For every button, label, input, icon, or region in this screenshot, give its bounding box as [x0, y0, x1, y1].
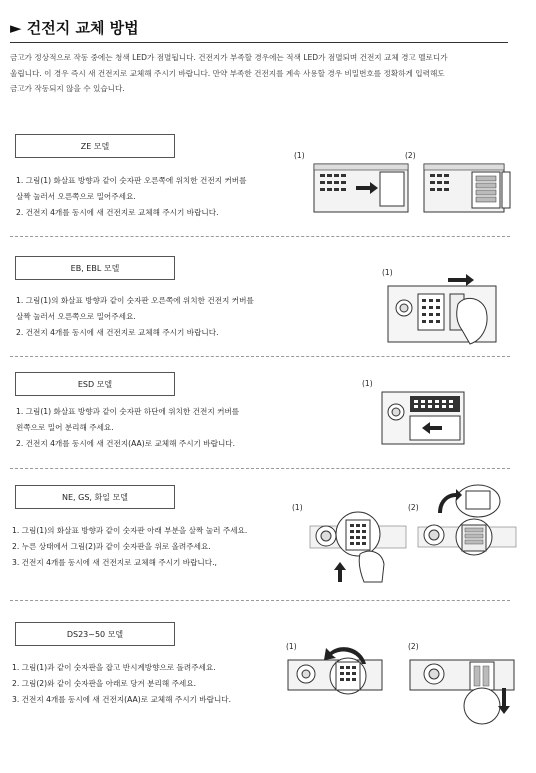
model-heading-esd: ESD 모델 [15, 372, 175, 396]
model-heading-eb: EB, EBL 모델 [15, 256, 175, 280]
figure-label: (2) [405, 151, 416, 160]
section-divider [10, 356, 510, 357]
step-text: 1. 그림(1) 화살표 방향과 같이 숫자판 오른쪽에 위치한 건전지 커버를 [16, 176, 247, 185]
intro-line: 금고가 작동되지 않을 수 있습니다. [10, 84, 125, 93]
title-underline [10, 42, 508, 43]
step-text: 1. 그림(1)의 화살표 방향과 같이 숫자판 아래 부분을 살짝 눌러 주세요. [12, 526, 248, 535]
page-title: ► 건전지 교체 방법 [10, 19, 139, 37]
step-text: 1. 그림(1) 화살표 방향과 같이 숫자판 하단에 위치한 건전지 커버를 [16, 407, 240, 416]
ne-figure-1 [310, 500, 406, 584]
step-text: 2. 그림(2)와 같이 숫자판을 아래로 당겨 분리해 주세요. [12, 679, 197, 688]
figure-label: (1) [362, 379, 373, 388]
section-divider [10, 468, 510, 469]
step-text: 1. 그림(1)의 화살표 방향과 같이 숫자판 오른쪽에 위치한 건전지 커버를 [16, 296, 254, 305]
step-text: 2. 건전지 4개를 동시에 새 건전지로 교체해 주시기 바랍니다. [16, 208, 219, 217]
step-text: 2. 건전지 4개를 동시에 새 건전지(AA)로 교체해 주시기 바랍니다. [16, 439, 236, 448]
model-heading-ne-gs: NE, GS, 화일 모델 [15, 485, 175, 509]
figure-label: (1) [286, 642, 297, 651]
steps-esd [16, 404, 239, 452]
section-divider [10, 600, 510, 601]
eb-figure-1 [386, 270, 510, 350]
steps-ze [16, 173, 246, 221]
ze-figure-1 [312, 160, 412, 218]
step-text: 3. 건전지 4개를 동시에 새 건전지로 교체해 주시기 바랍니다., [12, 558, 217, 567]
step-text: 왼쪽으로 밀어 분리해 주세요. [16, 423, 114, 432]
step-text: 3. 건전지 4개를 동시에 새 건전지(AA)로 교체해 주시기 바랍니다. [12, 695, 232, 704]
figure-label: (1) [292, 503, 303, 512]
figure-label: (1) [294, 151, 305, 160]
step-text: 2. 건전지 4개를 동시에 새 건전지로 교체해 주시기 바랍니다. [16, 328, 219, 337]
step-text: 2. 누른 상태에서 그림(2)과 같이 숫자판을 위로 올려주세요. [12, 542, 211, 551]
model-heading-ds: DS23~50 모델 [15, 622, 175, 646]
ds-figure-1 [286, 640, 384, 706]
steps-ne-gs [12, 523, 247, 571]
section-divider [10, 236, 510, 237]
ds-figure-2 [410, 650, 514, 726]
intro-line: 금고가 정상적으로 작동 중에는 청색 LED가 점멸됩니다. 건전지가 부족할 경우에는 적색 LED가 점멸되며 건전지 교체 경고 멜로디가 [10, 53, 448, 62]
step-text: 1. 그림(1)과 같이 숫자판을 잡고 반시계방향으로 돌려주세요. [12, 663, 216, 672]
ze-figure-2 [422, 160, 512, 218]
figure-label: (2) [408, 503, 419, 512]
step-text: 살짝 눌러서 오른쪽으로 밀어주세요. [16, 312, 136, 321]
intro-paragraph [10, 50, 510, 97]
figure-label: (1) [382, 268, 393, 277]
step-text: 살짝 눌러서 오른쪽으로 밀어주세요. [16, 192, 136, 201]
steps-ds [12, 660, 231, 708]
steps-eb [16, 293, 254, 341]
model-heading-ze: ZE 모델 [15, 134, 175, 158]
figure-label: (2) [408, 642, 419, 651]
esd-figure-1 [380, 390, 466, 446]
intro-line: 울립니다. 이 경우 즉시 새 건전지로 교체해 주시기 바랍니다. 만약 부족한 건전지를 계속 사용할 경우 비밀번호를 정확하게 입력해도 [10, 68, 445, 78]
ne-figure-2 [418, 483, 516, 563]
